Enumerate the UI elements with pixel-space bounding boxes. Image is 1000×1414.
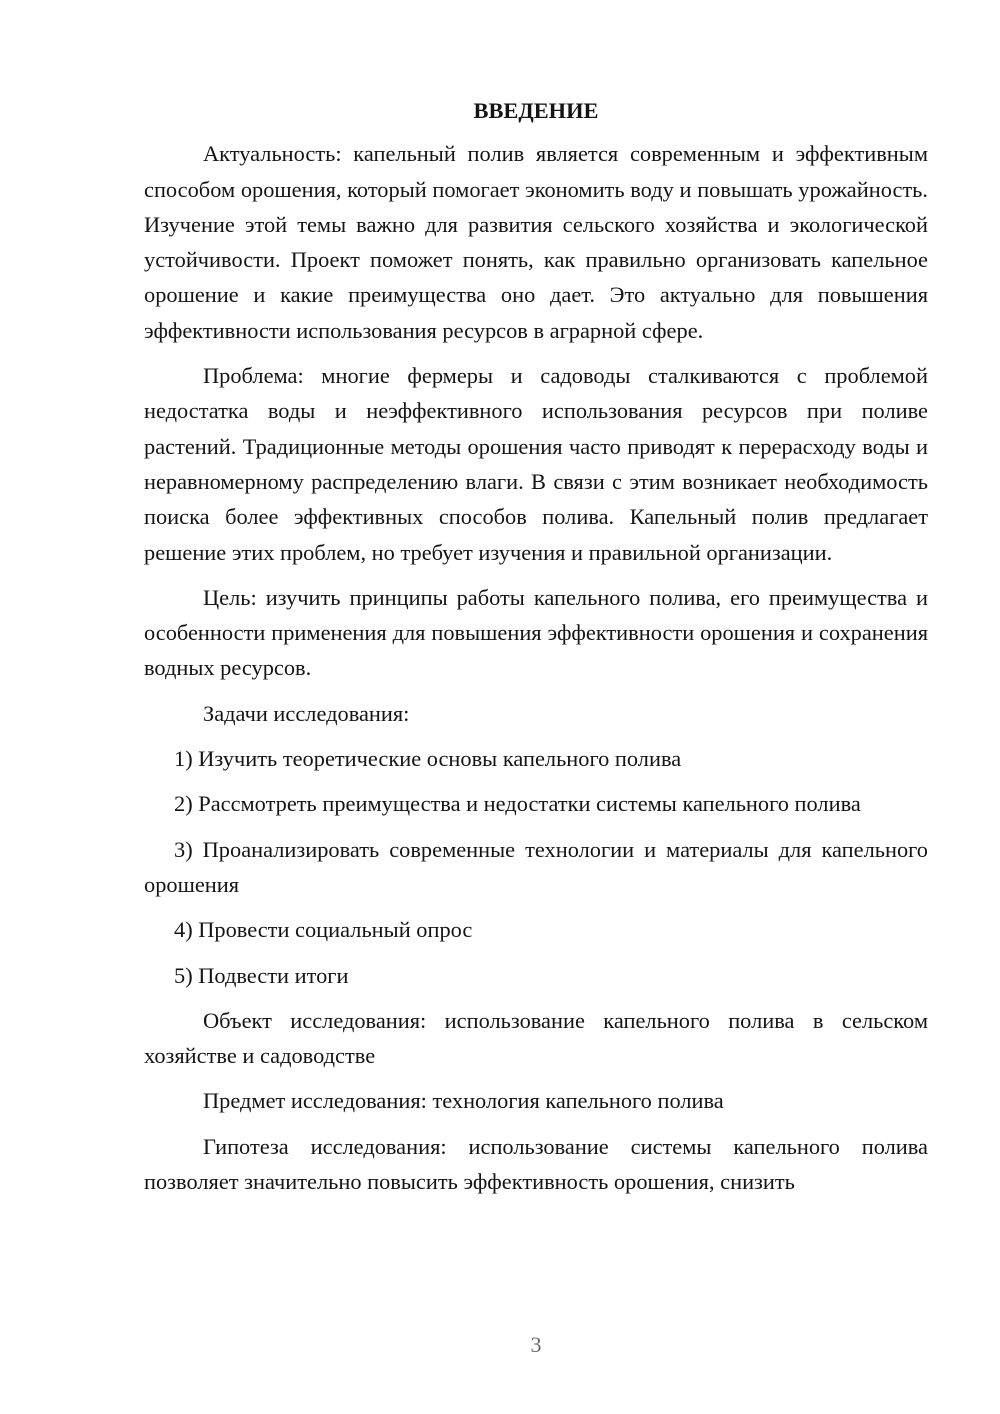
- list-item: 4) Провести социальный опрос: [174, 917, 473, 943]
- list-item: 3) Проанализировать современные технологии и материалы для капельного орошения: [144, 836, 928, 897]
- problem-paragraph: Проблема: многие фермеры и садоводы сталкиваются с проблемой недостатка воды и неэффективного использования ресурсов при поливе растений. Традиционные методы орошения часто приводят к перерасходу воды и неравномерному распределению влаги. В связи с этим возникает необходимость поиска более эффективных способов полива. Капельный полив предлагает решение этих проблем, но требует изучения и правильной организации.: [144, 363, 928, 565]
- object-paragraph: Объект исследования: использование капельного полива в сельском хозяйстве и садоводстве: [144, 1007, 928, 1069]
- page-number: 3: [530, 1332, 542, 1357]
- goal-paragraph: Цель: изучить принципы работы капельного полива, его преимущества и особенности применения для повышения эффективности орошения и сохранения водных ресурсов.: [144, 584, 928, 681]
- page-body: [144, 93, 928, 1199]
- section-title: ВВЕДЕНИЕ: [473, 98, 599, 123]
- list-item: 2) Рассмотреть преимущества и недостатки системы капельного полива: [174, 791, 861, 817]
- subject-paragraph: Предмет исследования: технология капельного полива: [203, 1088, 724, 1114]
- tasks-list: [144, 741, 928, 993]
- list-item: 5) Подвести итоги: [174, 962, 349, 988]
- tasks-heading: Задачи исследования:: [203, 700, 410, 726]
- hypothesis-paragraph: Гипотеза исследования: использование системы капельного полива позволяет значительно повысить эффективность орошения, снизить: [144, 1133, 928, 1195]
- relevance-paragraph: Актуальность: капельный полив является современным и эффективным способом орошения, который помогает экономить воду и повышать урожайность. Изучение этой темы важно для развития сельского хозяйства и экологической устойчивости. Проект поможет понять, как правильно организовать капельное орошение и какие преимущества оно дает. Это актуально для повышения эффективности использования ресурсов в аграрной сфере.: [144, 141, 928, 343]
- list-item: 1) Изучить теоретические основы капельного полива: [174, 746, 682, 772]
